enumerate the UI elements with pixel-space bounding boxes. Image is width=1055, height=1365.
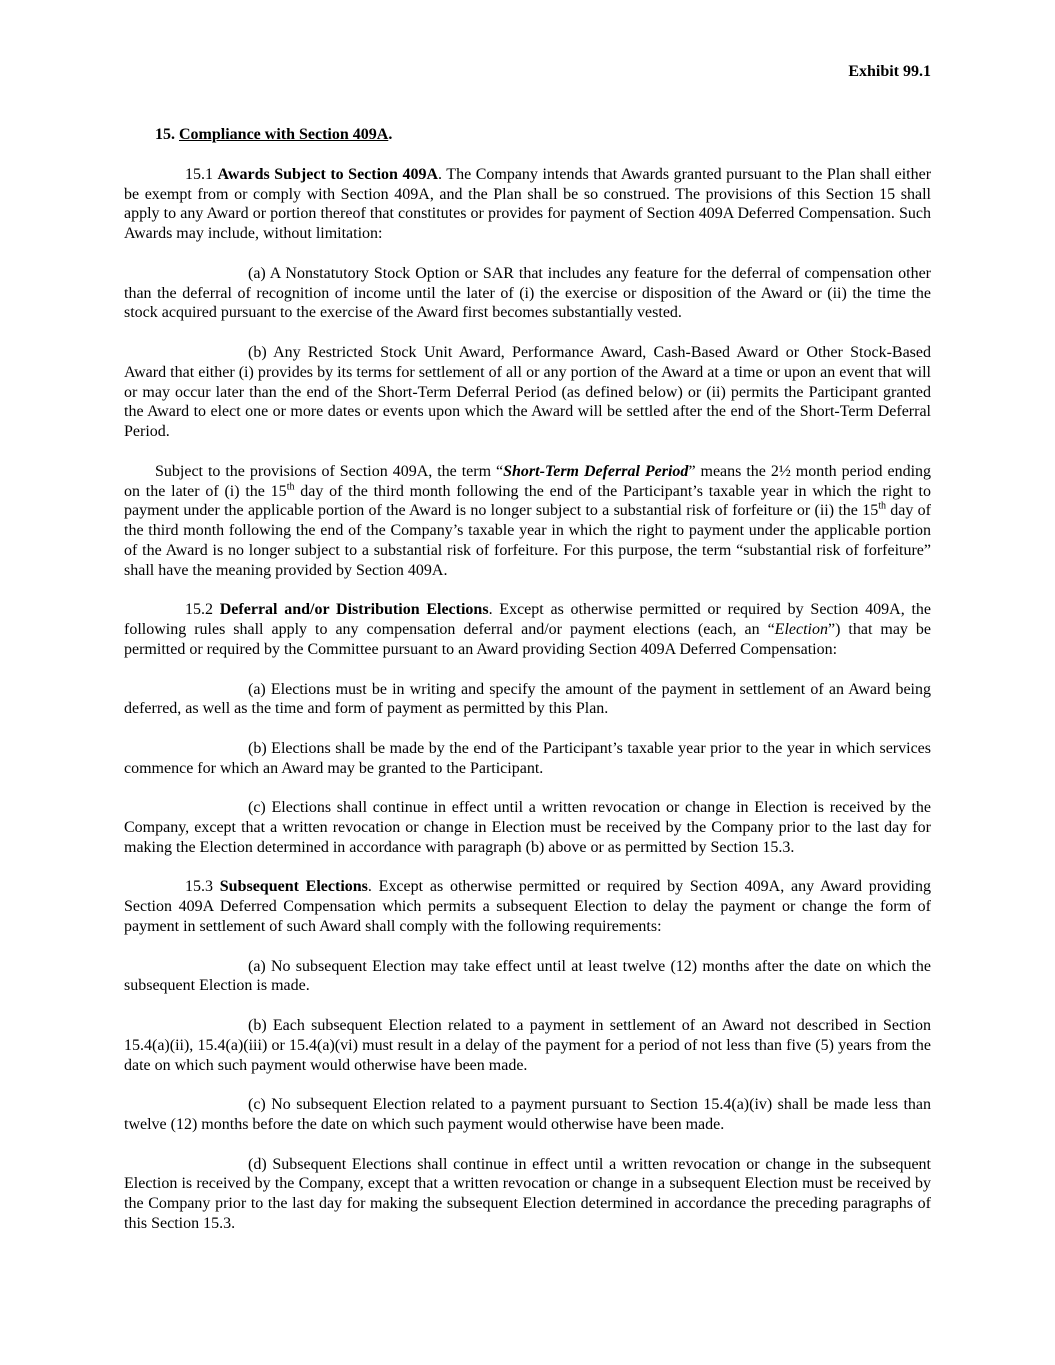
text-part: day of the third month following the end of the Participant’s taxable year in which the right to payment under the applicable portion of the Award is no longer subject to a substantial risk of forfeiture or (ii) the 15	[124, 482, 931, 520]
paragraph-text: . Except as otherwise permitted or required by Section 409A, any Award providing Section 409A Deferred Compensation which permits a subsequent Election to delay the payment or change the form of payment in settlement of such Award shall comply with the following requirements:	[124, 878, 932, 936]
text-part: . Except as otherwise permitted or required by Section 409A, the following rules shall apply to any compensation deferral and/or payment elections (each, an “	[124, 601, 931, 639]
paragraph-15-1-b: (b) Any Restricted Stock Unit Award, Performance Award, Cash-Based Award or Other Stock-Based Award that either (i) provides by its terms for settlement of all or any portion of the Award at a time or upon an event that will or may occur later than the end of the Short-Term Deferral Period (as defined below) or (ii) permits the Participant granted the Award to elect one or more dates or events upon which the Award will be settled after the end of the Short-Term Deferral Period.	[124, 343, 931, 441]
paragraph-15-3	[124, 877, 931, 936]
paragraph-text: . The Company intends that Awards granted pursuant to the Plan shall either be exempt from or comply with Section 409A, and the Plan shall be so construed. The provisions of this Section 15 shall apply to any Award or portion thereof that constitutes or provides for payment of Section 409A Deferred Compensation. Such Awards may include, without limitation:	[124, 165, 932, 243]
superscript: th	[286, 481, 295, 493]
paragraph-15-1-a: (a) A Nonstatutory Stock Option or SAR that includes any feature for the deferral of compensation other than the deferral of recognition of income until the later of (i) the exercise or disposition of the Award or (ii) the time the stock acquired pursuant to the exercise of the Award first becomes substantially vested.	[124, 264, 931, 322]
text-part: Subject to the provisions of Section 409A, the term “	[155, 462, 504, 480]
section-title-period: .	[388, 126, 393, 143]
paragraph-15-3-d: (d) Subsequent Elections shall continue in effect until a written revocation or change in the subsequent Election is received by the Company, except that a written revocation or change in a subsequent Election must be received by the Company prior to the last day for making the subsequent Election determined in accordance the preceding paragraphs of this Section 15.3.	[124, 1155, 931, 1233]
paragraph-15-2	[124, 600, 931, 659]
document-body	[124, 125, 931, 1254]
text-part: ” means the 2½ month period ending on the later of (i) the 15	[124, 462, 932, 500]
paragraph-15-2-a: (a) Elections must be in writing and specify the amount of the payment in settlement of an Award being deferred, as well as the time and form of payment as permitted by this Plan.	[124, 680, 931, 718]
paragraph-title: Awards Subject to Section 409A	[217, 165, 439, 183]
defined-term: Short-Term Deferral Period	[503, 462, 689, 480]
paragraph-15-2-c: (c) Elections shall continue in effect until a written revocation or change in Election is received by the Company, except that a written revocation or change in Election must be received by the Company prior to the last day for making the Election determined in accordance with paragraph (b) above or as permitted by Section 15.3.	[124, 799, 931, 856]
paragraph-15-3-c: (c) No subsequent Election related to a payment pursuant to Section 15.4(a)(iv) shall be made less than twelve (12) months before the date on which such payment would otherwise have been made.	[124, 1096, 931, 1134]
paragraph-number: 15.3	[185, 878, 220, 896]
defined-term: Election	[774, 621, 828, 639]
paragraph-short-term-deferral-period	[124, 462, 931, 581]
section-title: Compliance with Section 409A	[179, 126, 389, 143]
paragraph-15-3-b: (b) Each subsequent Election related to a payment in settlement of an Award not described in Section 15.4(a)(ii), 15.4(a)(iii) or 15.4(a)(vi) must result in a delay of the payment for a period of not less than five (5) years from the date on which such payment would otherwise have been made.	[124, 1017, 931, 1074]
paragraph-number: 15.1	[185, 165, 218, 183]
paragraph-15-3-a: (a) No subsequent Election may take effect until at least twelve (12) months after the date on which the subsequent Election is made.	[124, 957, 931, 995]
text-part: ”) that may be permitted or required by the Committee pursuant to an Award providing Section 409A Deferred Compensation:	[124, 621, 931, 658]
paragraph-title: Subsequent Elections	[219, 878, 368, 896]
section-heading	[155, 125, 931, 145]
exhibit-label: Exhibit 99.1	[848, 63, 931, 80]
section-number: 15.	[155, 126, 175, 143]
paragraph-number: 15.2	[185, 601, 220, 619]
paragraph-title: Deferral and/or Distribution Elections	[219, 601, 489, 619]
paragraph-15-2-b: (b) Elections shall be made by the end of the Participant’s taxable year prior to the year in which services commence for which an Award may be granted to the Participant.	[124, 739, 931, 777]
paragraph-15-1	[124, 165, 931, 244]
text-part: day of the third month following the end of the Company’s taxable year in which the right to payment under the applicable portion of the Award is no longer subject to a substantial risk of forfeiture. For this purpose, the term “substantial risk of forfeiture” shall have the meaning provided by Section 409A.	[124, 502, 931, 579]
superscript: th	[878, 501, 886, 513]
